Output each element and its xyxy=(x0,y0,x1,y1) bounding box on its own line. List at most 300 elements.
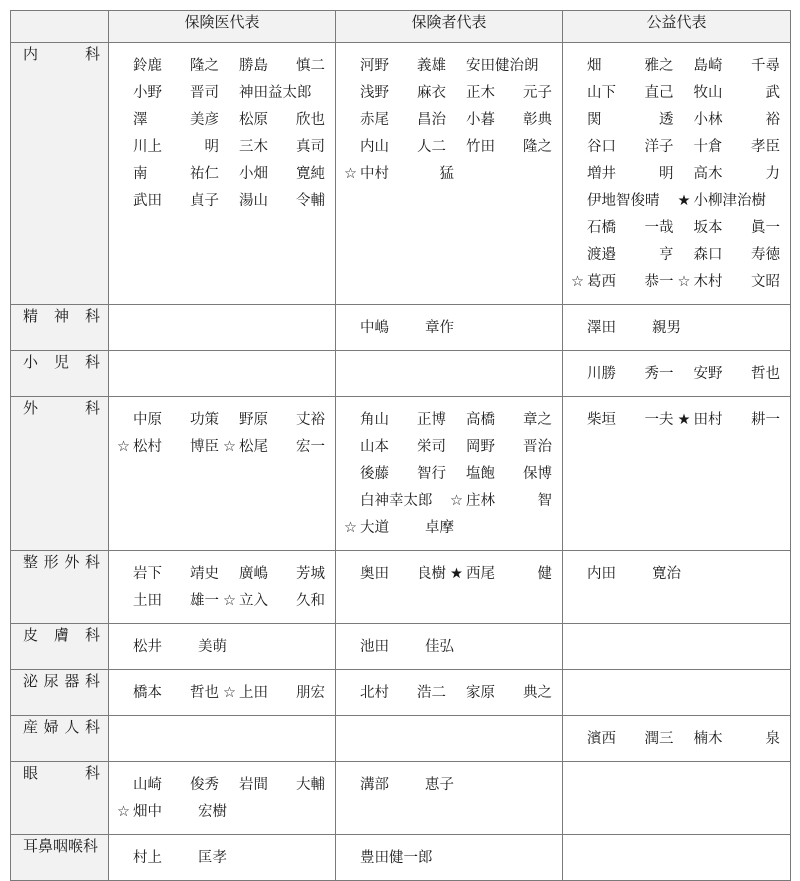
member-name xyxy=(571,242,674,269)
member-name xyxy=(223,434,325,461)
family-name: 溝部 xyxy=(360,777,389,793)
family-name: 武田 xyxy=(133,193,162,209)
table-row xyxy=(11,305,791,351)
header-doctors: 保険医代表 xyxy=(109,11,336,43)
family-name: 川上 xyxy=(133,139,162,155)
family-name: 塩飽 xyxy=(466,466,495,482)
department-cell xyxy=(11,624,109,670)
family-name: 三木 xyxy=(239,139,268,155)
role-mark: ☆ xyxy=(450,493,463,509)
family-name: 北村 xyxy=(360,685,389,701)
given-name: 彰典 xyxy=(523,112,552,128)
member-line xyxy=(571,161,780,188)
family-name: 松井 xyxy=(133,639,162,655)
given-name: 芳城 xyxy=(296,566,325,582)
given-name: 博臣 xyxy=(190,439,219,455)
given-name: 宏樹 xyxy=(198,804,227,820)
member-name xyxy=(450,53,552,80)
given-name: 秀一 xyxy=(644,366,674,382)
role-mark xyxy=(117,134,133,161)
family-name: 石橋 xyxy=(587,220,616,236)
family-name: 坂本 xyxy=(693,220,723,236)
given-name: 朋宏 xyxy=(296,685,325,701)
department-char: 科 xyxy=(84,553,100,571)
insurers-cell xyxy=(336,624,563,670)
member-line xyxy=(117,434,325,461)
department-cell xyxy=(11,305,109,351)
member-name xyxy=(223,772,325,799)
member-name xyxy=(223,407,325,434)
family-name: 神田益太郎 xyxy=(239,85,312,101)
family-name: 濱西 xyxy=(587,731,616,747)
member-name xyxy=(117,680,219,707)
role-mark xyxy=(344,107,360,134)
given-name: 美彦 xyxy=(190,112,219,128)
department-char: 児 xyxy=(53,353,69,371)
doctors-cell xyxy=(109,305,336,351)
given-name: 慎二 xyxy=(296,58,325,74)
member-line xyxy=(117,80,325,107)
member-line xyxy=(117,634,325,661)
role-mark xyxy=(450,407,466,434)
given-name: 智行 xyxy=(417,466,446,482)
family-name: 中原 xyxy=(133,412,162,428)
member-line xyxy=(117,772,325,799)
member-line xyxy=(344,845,552,872)
member-name xyxy=(344,515,454,542)
member-name xyxy=(117,772,219,799)
role-mark xyxy=(344,561,360,588)
given-name: 章作 xyxy=(425,320,454,336)
member-line xyxy=(571,107,780,134)
family-name: 渡邉 xyxy=(587,247,616,263)
department-char: 科 xyxy=(84,764,100,782)
member-line xyxy=(117,188,325,215)
family-name: 岩間 xyxy=(239,777,268,793)
role-mark xyxy=(678,242,694,269)
member-name xyxy=(678,361,781,388)
member-name xyxy=(450,434,552,461)
given-name: 昌治 xyxy=(417,112,446,128)
role-mark xyxy=(117,161,133,188)
header-insurers: 保険者代表 xyxy=(336,11,563,43)
department-cell xyxy=(11,397,109,551)
insurers-cell xyxy=(336,43,563,305)
given-name: 洋子 xyxy=(644,139,674,155)
family-name: 池田 xyxy=(360,639,389,655)
role-mark xyxy=(117,845,133,872)
role-mark xyxy=(117,561,133,588)
member-name xyxy=(117,80,219,107)
given-name: 耕一 xyxy=(751,412,780,428)
role-mark xyxy=(223,134,239,161)
department-char: 小 xyxy=(23,353,39,371)
public-cell xyxy=(563,43,791,305)
member-name xyxy=(450,107,552,134)
member-name xyxy=(344,53,446,80)
member-line xyxy=(571,215,780,242)
role-mark xyxy=(223,407,239,434)
doctors-cell xyxy=(109,762,336,835)
family-name: 大道 xyxy=(360,520,389,536)
public-cell xyxy=(563,835,791,881)
given-name: 俊秀 xyxy=(190,777,219,793)
family-name: 松尾 xyxy=(239,439,268,455)
role-mark xyxy=(678,107,694,134)
family-name: 小暮 xyxy=(466,112,495,128)
member-name xyxy=(117,107,219,134)
given-name: 丈裕 xyxy=(296,412,325,428)
member-name xyxy=(117,561,219,588)
role-mark xyxy=(344,845,360,872)
family-name: 安田健治朗 xyxy=(466,58,539,74)
family-name: 勝島 xyxy=(239,58,268,74)
role-mark xyxy=(450,107,466,134)
given-name: 隆之 xyxy=(190,58,219,74)
family-name: 楠木 xyxy=(693,731,723,747)
given-name: 祐仁 xyxy=(190,166,219,182)
given-name: 一哉 xyxy=(644,220,674,236)
given-name: 晋治 xyxy=(523,439,552,455)
role-mark xyxy=(571,315,587,342)
family-name: 庄林 xyxy=(466,493,495,509)
member-line xyxy=(571,561,780,588)
member-name xyxy=(344,434,446,461)
given-name: 哲也 xyxy=(751,366,780,382)
given-name: 武 xyxy=(765,85,780,101)
given-name: 健 xyxy=(537,566,552,582)
department-cell xyxy=(11,670,109,716)
family-name: 小柳津治樹 xyxy=(693,193,766,209)
role-mark xyxy=(450,134,466,161)
department-char: 科 xyxy=(84,718,100,736)
department-char: 形 xyxy=(43,553,59,571)
corner-cell xyxy=(11,11,109,43)
family-name: 西尾 xyxy=(466,566,495,582)
given-name: 宏一 xyxy=(296,439,325,455)
family-name: 岡野 xyxy=(466,439,495,455)
member-line xyxy=(344,80,552,107)
member-name xyxy=(571,407,674,434)
member-line xyxy=(117,53,325,80)
role-mark xyxy=(117,772,133,799)
family-name: 土田 xyxy=(133,593,162,609)
given-name: 靖史 xyxy=(190,566,219,582)
role-mark xyxy=(117,53,133,80)
member-name xyxy=(223,134,325,161)
member-name xyxy=(223,561,325,588)
member-name xyxy=(117,799,227,826)
department-char: 膚 xyxy=(53,626,69,644)
given-name: 晋司 xyxy=(190,85,219,101)
member-name xyxy=(117,407,219,434)
given-name: 令輔 xyxy=(296,193,325,209)
department-char: 人 xyxy=(64,718,80,736)
given-name: 親男 xyxy=(652,320,681,336)
role-mark xyxy=(571,53,587,80)
family-name: 田村 xyxy=(693,412,723,428)
insurers-cell xyxy=(336,762,563,835)
table-row xyxy=(11,43,791,305)
family-name: 増井 xyxy=(587,166,616,182)
table-row xyxy=(11,762,791,835)
given-name: 雅之 xyxy=(644,58,674,74)
family-name: 松原 xyxy=(239,112,268,128)
given-name: 直己 xyxy=(644,85,674,101)
member-name xyxy=(344,161,454,188)
public-cell xyxy=(563,762,791,835)
family-name: 谷口 xyxy=(587,139,616,155)
role-mark xyxy=(571,361,587,388)
member-line xyxy=(117,845,325,872)
member-name xyxy=(344,107,446,134)
member-name xyxy=(344,772,454,799)
member-line xyxy=(344,53,552,80)
family-name: 小野 xyxy=(133,85,162,101)
given-name: 寛純 xyxy=(296,166,325,182)
role-mark xyxy=(571,215,587,242)
public-cell xyxy=(563,305,791,351)
role-mark xyxy=(678,80,694,107)
role-mark xyxy=(344,488,360,515)
role-mark xyxy=(117,188,133,215)
given-name: 義雄 xyxy=(417,58,446,74)
role-mark xyxy=(678,161,694,188)
role-mark: ☆ xyxy=(344,166,357,182)
public-cell xyxy=(563,397,791,551)
family-name: 柴垣 xyxy=(587,412,616,428)
role-mark xyxy=(344,407,360,434)
member-line xyxy=(571,407,780,434)
table-row xyxy=(11,716,791,762)
role-mark: ★ xyxy=(450,566,463,582)
member-name xyxy=(571,361,674,388)
role-mark xyxy=(571,726,587,753)
member-name xyxy=(571,269,674,296)
role-mark xyxy=(571,107,587,134)
public-cell xyxy=(563,624,791,670)
department-char: 耳鼻咽喉科 xyxy=(23,837,99,855)
member-name xyxy=(571,80,674,107)
role-mark xyxy=(223,772,239,799)
department-char: 外 xyxy=(64,553,80,571)
given-name: 亨 xyxy=(659,247,674,263)
member-name xyxy=(223,53,325,80)
table-row xyxy=(11,551,791,624)
role-mark: ☆ xyxy=(117,439,130,455)
family-name: 鈴鹿 xyxy=(133,58,162,74)
table-row xyxy=(11,351,791,397)
member-line xyxy=(117,588,325,615)
role-mark: ★ xyxy=(677,193,691,209)
role-mark xyxy=(223,161,239,188)
role-mark xyxy=(223,561,239,588)
member-line xyxy=(117,107,325,134)
member-line xyxy=(344,461,552,488)
family-name: 十倉 xyxy=(693,139,723,155)
given-name: 貞子 xyxy=(190,193,219,209)
member-name xyxy=(678,188,781,215)
family-name: 畑 xyxy=(587,58,602,74)
department-char: 産 xyxy=(23,718,39,736)
member-name xyxy=(344,634,454,661)
given-name: 匡孝 xyxy=(198,850,227,866)
given-name: 哲也 xyxy=(190,685,219,701)
committee-roster-table xyxy=(10,10,791,881)
role-mark xyxy=(571,188,587,215)
family-name: 牧山 xyxy=(693,85,723,101)
family-name: 山本 xyxy=(360,439,389,455)
role-mark xyxy=(117,80,133,107)
given-name: 浩二 xyxy=(417,685,446,701)
family-name: 中嶋 xyxy=(360,320,389,336)
doctors-cell xyxy=(109,551,336,624)
member-line xyxy=(117,407,325,434)
header-public: 公益代表 xyxy=(563,11,791,43)
department-cell xyxy=(11,716,109,762)
role-mark: ☆ xyxy=(117,804,130,820)
member-name xyxy=(450,561,552,588)
department-char: 婦 xyxy=(43,718,59,736)
member-line xyxy=(344,488,552,515)
member-line xyxy=(571,361,780,388)
member-name xyxy=(117,161,219,188)
department-char: 外 xyxy=(23,399,39,417)
family-name: 岩下 xyxy=(133,566,162,582)
insurers-cell xyxy=(336,351,563,397)
family-name: 澤 xyxy=(133,112,148,128)
department-char: 科 xyxy=(84,672,100,690)
given-name: 透 xyxy=(659,112,674,128)
member-line xyxy=(571,726,780,753)
doctors-cell xyxy=(109,716,336,762)
member-name xyxy=(117,845,227,872)
role-mark xyxy=(344,80,360,107)
role-mark xyxy=(678,361,694,388)
given-name: 隆之 xyxy=(523,139,552,155)
given-name: 雄一 xyxy=(190,593,219,609)
member-name xyxy=(223,80,325,107)
member-name xyxy=(678,107,781,134)
member-name xyxy=(571,134,674,161)
member-name xyxy=(571,315,681,342)
member-name xyxy=(344,845,454,872)
given-name: 正博 xyxy=(417,412,446,428)
family-name: 小畑 xyxy=(239,166,268,182)
member-name xyxy=(344,561,446,588)
family-name: 白神幸太郎 xyxy=(360,493,433,509)
family-name: 山下 xyxy=(587,85,616,101)
given-name: 栄司 xyxy=(417,439,446,455)
department-cell xyxy=(11,762,109,835)
role-mark xyxy=(117,680,133,707)
role-mark xyxy=(344,680,360,707)
given-name: 佳弘 xyxy=(425,639,454,655)
member-name xyxy=(678,134,781,161)
role-mark xyxy=(678,726,694,753)
member-name xyxy=(223,680,325,707)
table-row xyxy=(11,835,791,881)
family-name: 南 xyxy=(133,166,148,182)
role-mark xyxy=(450,53,466,80)
member-name xyxy=(678,726,781,753)
department-char: 泌 xyxy=(23,672,39,690)
department-char: 眼 xyxy=(23,764,39,782)
member-line xyxy=(344,515,552,542)
role-mark xyxy=(117,588,133,615)
role-mark xyxy=(223,80,239,107)
given-name: 恵子 xyxy=(425,777,454,793)
member-name xyxy=(678,407,781,434)
member-name xyxy=(223,588,325,615)
insurers-cell xyxy=(336,551,563,624)
role-mark: ☆ xyxy=(344,520,357,536)
member-name xyxy=(571,53,674,80)
given-name: 文昭 xyxy=(751,274,780,290)
role-mark xyxy=(571,407,587,434)
given-name: 一夫 xyxy=(644,412,674,428)
member-name xyxy=(450,461,552,488)
member-name xyxy=(344,80,446,107)
role-mark xyxy=(450,680,466,707)
family-name: 上田 xyxy=(239,685,268,701)
member-name xyxy=(678,215,781,242)
member-line xyxy=(344,634,552,661)
family-name: 浅野 xyxy=(360,85,389,101)
family-name: 内山 xyxy=(360,139,389,155)
given-name: 裕 xyxy=(765,112,780,128)
doctors-cell xyxy=(109,670,336,716)
member-line xyxy=(117,799,325,826)
given-name: 智 xyxy=(537,493,552,509)
family-name: 関 xyxy=(587,112,602,128)
role-mark xyxy=(344,772,360,799)
member-line xyxy=(571,188,780,215)
family-name: 内田 xyxy=(587,566,616,582)
family-name: 葛西 xyxy=(587,274,616,290)
member-name xyxy=(117,134,219,161)
member-name xyxy=(450,134,552,161)
family-name: 豊田健一郎 xyxy=(360,850,433,866)
family-name: 川勝 xyxy=(587,366,616,382)
public-cell xyxy=(563,716,791,762)
role-mark xyxy=(450,461,466,488)
family-name: 松村 xyxy=(133,439,162,455)
role-mark: ☆ xyxy=(571,274,584,290)
given-name: 寛治 xyxy=(652,566,681,582)
family-name: 伊地智俊晴 xyxy=(587,193,660,209)
member-line xyxy=(117,161,325,188)
member-line xyxy=(117,134,325,161)
given-name: 恭一 xyxy=(644,274,674,290)
department-char: 器 xyxy=(64,672,80,690)
role-mark xyxy=(223,107,239,134)
doctors-cell xyxy=(109,43,336,305)
given-name: 良樹 xyxy=(417,566,446,582)
department-char: 内 xyxy=(23,45,39,63)
doctors-cell xyxy=(109,351,336,397)
public-cell xyxy=(563,551,791,624)
member-name xyxy=(450,488,552,515)
role-mark xyxy=(117,407,133,434)
member-name xyxy=(344,488,446,515)
family-name: 安野 xyxy=(693,366,723,382)
given-name: 章之 xyxy=(523,412,552,428)
given-name: 寿徳 xyxy=(751,247,780,263)
department-char: 皮 xyxy=(23,626,39,644)
family-name: 後藤 xyxy=(360,466,389,482)
member-line xyxy=(344,561,552,588)
